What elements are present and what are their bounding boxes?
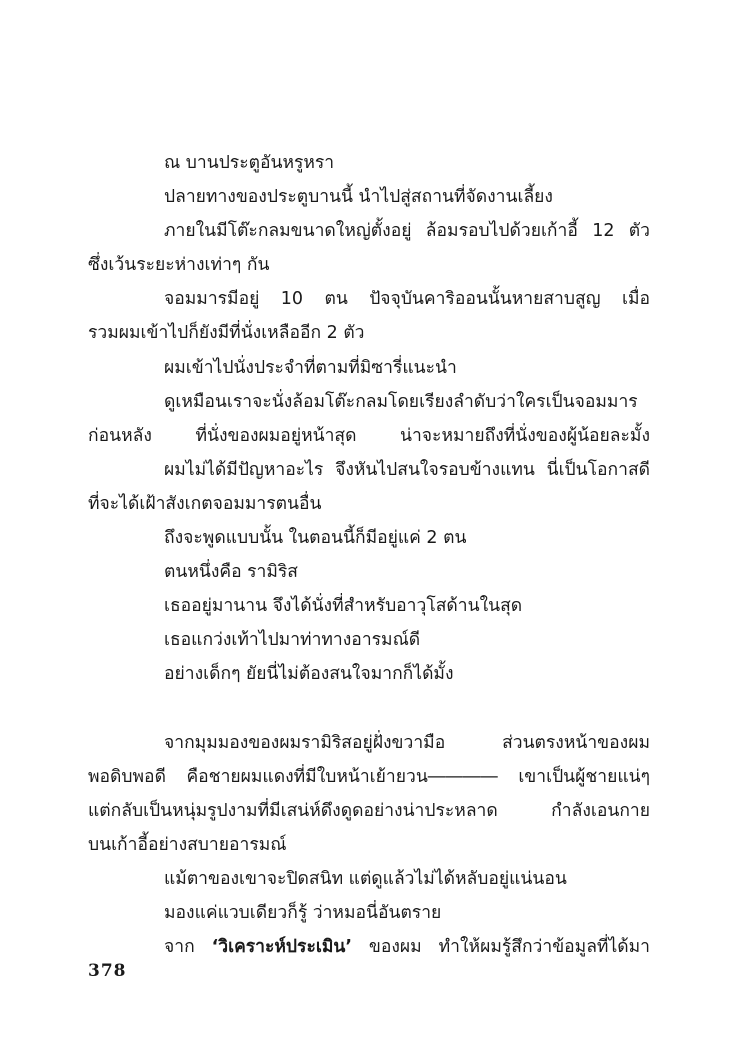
paragraph-line-final (88, 930, 650, 964)
paragraph-line: ณ บานประตูอันหรูหรา (164, 153, 335, 173)
page-number: 378 (88, 961, 127, 981)
skill-name-bold: ‘วิเคราะห์ประเมิน’ (211, 937, 352, 958)
paragraph-line: เธออยู่มานาน จึงได้นั่งที่สำหรับอาวุโสด้านในสุด (164, 596, 523, 617)
paragraph-line: แม้ตาของเขาจะปิดสนิท แต่ดูแล้วไม่ได้หลับอยู่แน่นอน (164, 868, 567, 889)
paragraph-line: เธอแกว่งเท้าไปมาท่าทางอารมณ์ดี (164, 630, 421, 651)
paragraph-line: แต่กลับเป็นหนุ่มรูปงามที่มีเสน่ห์ดึงดูดอย่างน่าประหลาด กำลังเอนกาย (88, 800, 650, 821)
paragraph-line: บนเก้าอี้อย่างสบายอารมณ์ (88, 834, 287, 855)
paragraph-gap (88, 692, 650, 726)
paragraph-line: ซึ่งเว้นระยะห่างเท่าๆ กัน (88, 255, 270, 276)
paragraph-line: จอมมารมีอยู่ 10 ตน ปัจจุบันคาริออนนั้นหายสาบสูญ เมื่อ (164, 289, 650, 310)
final-line-suffix: ของผม ทำให้ผมรู้สึกว่าข้อมูลที่ได้มา (351, 937, 650, 958)
paragraph-line: ผมเข้าไปนั่งประจำที่ตามที่มิซารี่แนะนำ (164, 357, 457, 378)
paragraph-line: จากมุมมองของผมรามิริสอยู่ฝั่งขวามือ ส่วนตรงหน้าของผม (164, 732, 650, 753)
paragraph-line: ดูเหมือนเราจะนั่งล้อมโต๊ะกลมโดยเรียงลำดับว่าใครเป็นจอมมาร (164, 391, 638, 412)
paragraph-line: ผมไม่ได้มีปัญหาอะไร จึงหันไปสนใจรอบข้างแทน นี่เป็นโอกาสดี (164, 459, 650, 480)
paragraph-line: ตนหนึ่งคือ รามิริส (164, 562, 298, 583)
paragraph-line: ก่อนหลัง ที่นั่งของผมอยู่หน้าสุด น่าจะหมายถึงที่นั่งของผู้น้อยละมั้ง (88, 425, 650, 446)
paragraph-line: มองแค่แวบเดียวก็รู้ ว่าหมอนี่อันตราย (164, 902, 442, 923)
final-line-prefix: จาก (164, 937, 212, 958)
paragraph-line: ถึงจะพูดแบบนั้น ในตอนนี้ก็มีอยู่แค่ 2 ตน (164, 528, 467, 549)
paragraph-line: ปลายทางของประตูบานนี้ นำไปสู่สถานที่จัดงานเลี้ยง (164, 187, 553, 208)
paragraph-line: อย่างเด็กๆ ยัยนี่ไม่ต้องสนใจมากก็ได้มั้ง (164, 664, 454, 685)
paragraph-line: พอดิบพอดี คือชายผมแดงที่มีใบหน้าเย้ายวน―――― เขาเป็นผู้ชายแน่ๆ (88, 766, 650, 787)
body-text (88, 146, 650, 964)
paragraph-line: ภายในมีโต๊ะกลมขนาดใหญ่ตั้งอยู่ ล้อมรอบไปด้วยเก้าอี้ 12 ตัว (164, 221, 650, 242)
paragraph-line: รวมผมเข้าไปก็ยังมีที่นั่งเหลืออีก 2 ตัว (88, 323, 365, 344)
paragraph-line: ที่จะได้เฝ้าสังเกตจอมมารตนอื่น (88, 493, 322, 514)
